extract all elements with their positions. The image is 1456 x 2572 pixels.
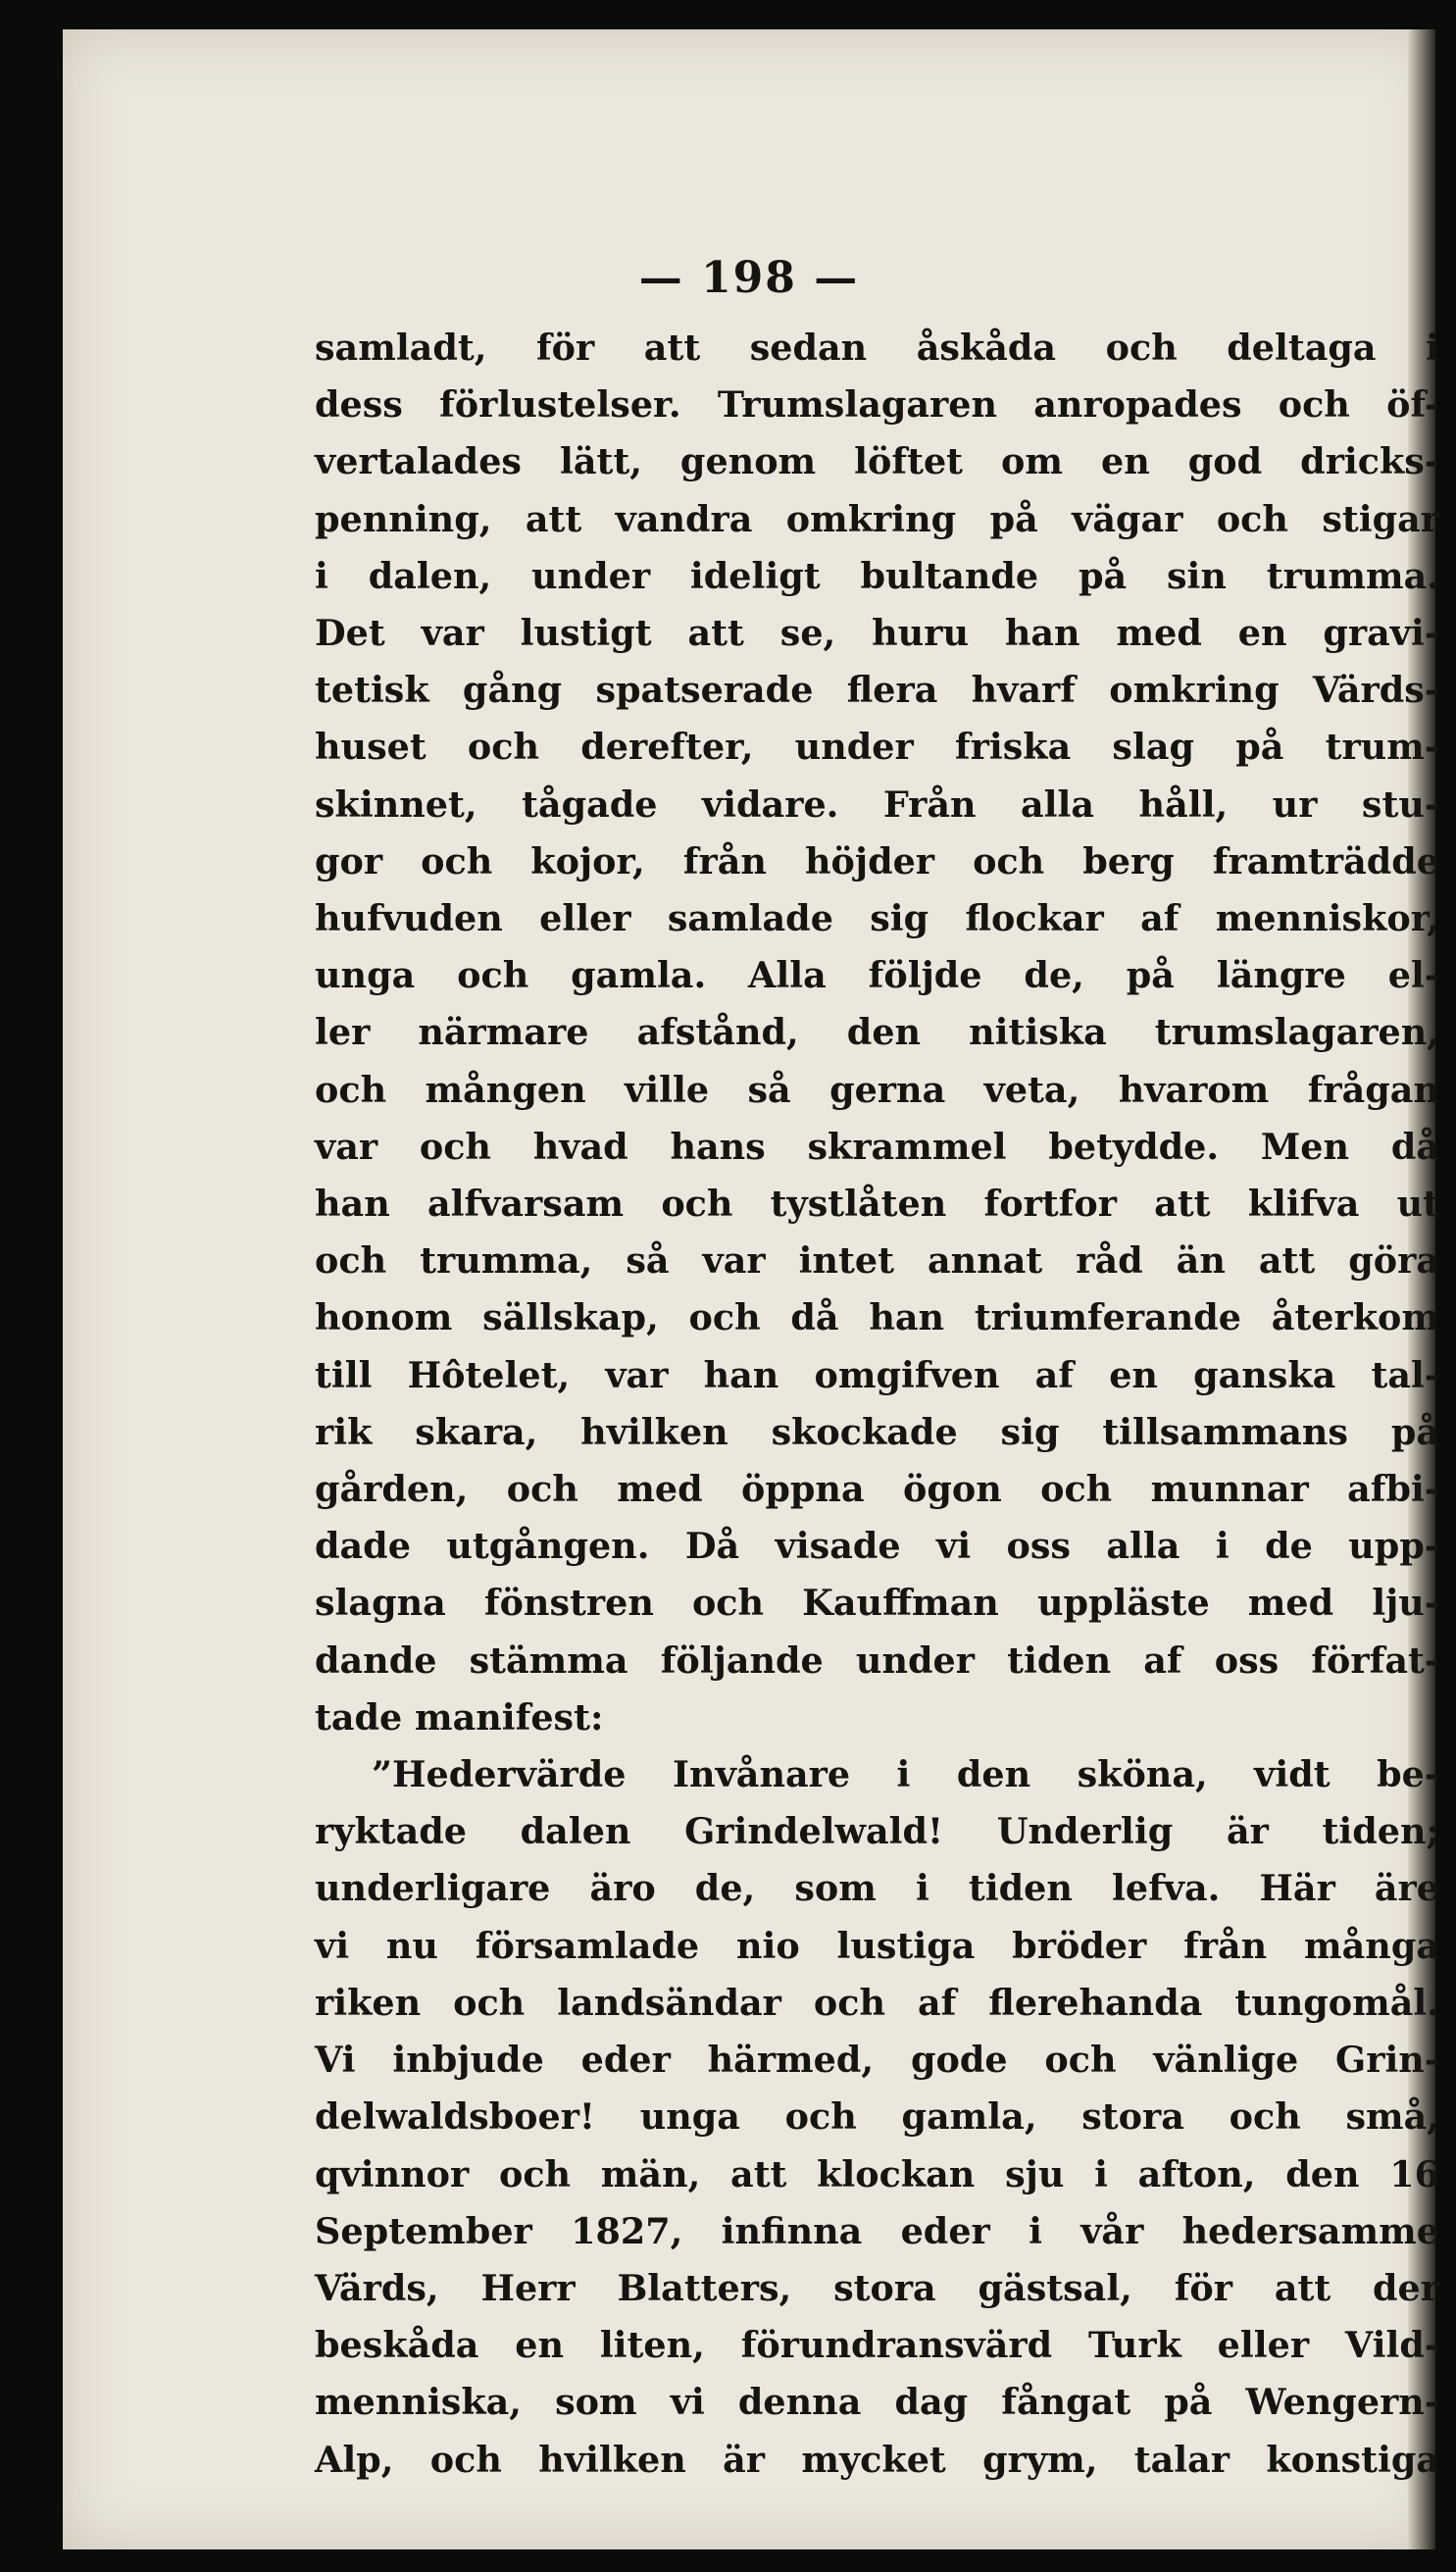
text-line: i dalen, under ideligt bultande på sin trumma. — [315, 554, 1439, 597]
text-line: tetisk gång spatserade flera hvarf omkring Värds- — [315, 669, 1439, 712]
text-line: Värds, Herr Blatters, stora gästsal, för att der — [315, 2266, 1439, 2309]
text-line: penning, att vandra omkring på vägar och stigar — [315, 497, 1439, 540]
text-line: Det var lustigt att se, huru han med en gravi- — [315, 612, 1439, 655]
text-line: beskåda en liten, förundransvärd Turk eller Vild- — [315, 2324, 1439, 2367]
text-line: honom sällskap, och då han triumferande återkom — [315, 1296, 1439, 1339]
text-line: och mången ville så gerna veta, hvarom frågan — [315, 1068, 1439, 1111]
text-line: vertalades lätt, genom löftet om en god dricks- — [315, 440, 1439, 483]
text-line: gården, och med öppna ögon och munnar afbi- — [315, 1468, 1439, 1511]
text-line: var och hvad hans skrammel betydde. Men då — [315, 1125, 1439, 1168]
text-line: underligare äro de, som i tiden lefva. Här äre — [315, 1867, 1439, 1910]
text-line: och trumma, så var intet annat råd än att göra — [315, 1239, 1439, 1283]
text-line: ”Hedervärde Invånare i den sköna, vidt be- — [372, 1753, 1439, 1796]
text-line: vi nu församlade nio lustiga bröder från många — [315, 1924, 1439, 1967]
text-line: unga och gamla. Alla följde de, på längre el- — [315, 954, 1439, 997]
text-line: hufvuden eller samlade sig flockar af menniskor, — [315, 897, 1439, 940]
text-line: dande stämma följande under tiden af oss förfat- — [315, 1639, 1439, 1682]
text-line: Alp, och hvilken är mycket grym, talar konstiga — [315, 2438, 1439, 2481]
text-line: slagna fönstren och Kauffman uppläste med lju- — [315, 1582, 1439, 1625]
text-line: delwaldsboer! unga och gamla, stora och små, — [315, 2095, 1439, 2139]
page-number-header: — 198 — — [638, 253, 860, 303]
text-line: huset och derefter, under friska slag på trum- — [315, 726, 1439, 769]
text-line: ler närmare afstånd, den nitiska trumslagaren, — [315, 1011, 1439, 1054]
text-line: samladt, för att sedan åskåda och deltaga i — [315, 327, 1439, 369]
text-line: riken och landsändar och af flerehanda tungomål. — [315, 1981, 1439, 2024]
text-line: dade utgången. Då visade vi oss alla i de upp- — [315, 1525, 1439, 1568]
text-line: dess förlustelser. Trumslagaren anropades och öf- — [315, 383, 1439, 427]
text-line: September 1827, infinna eder i vår hedersamme — [315, 2209, 1439, 2252]
body-text — [315, 320, 1439, 2489]
text-line: gor och kojor, från höjder och berg framträdde — [315, 839, 1439, 883]
text-line: qvinnor och män, att klockan sju i afton, den 16 — [315, 2152, 1439, 2195]
text-line: rik skara, hvilken skockade sig tillsammans på — [315, 1410, 1439, 1453]
text-line: han alfvarsam och tystlåten fortfor att klifva ut — [315, 1183, 1439, 1226]
text-line: tade manifest: — [315, 1695, 604, 1739]
text-line: Vi inbjude eder härmed, gode och vänlige Grin- — [315, 2039, 1439, 2082]
text-line: menniska, som vi denna dag fångat på Wengern- — [315, 2381, 1439, 2424]
book-page — [63, 29, 1439, 2549]
text-line: ryktade dalen Grindelwald! Underlig är tiden; — [315, 1810, 1439, 1853]
text-line: skinnet, tågade vidare. Från alla håll, ur stu- — [315, 782, 1439, 826]
text-line: till Hôtelet, var han omgifven af en ganska tal- — [315, 1353, 1439, 1396]
